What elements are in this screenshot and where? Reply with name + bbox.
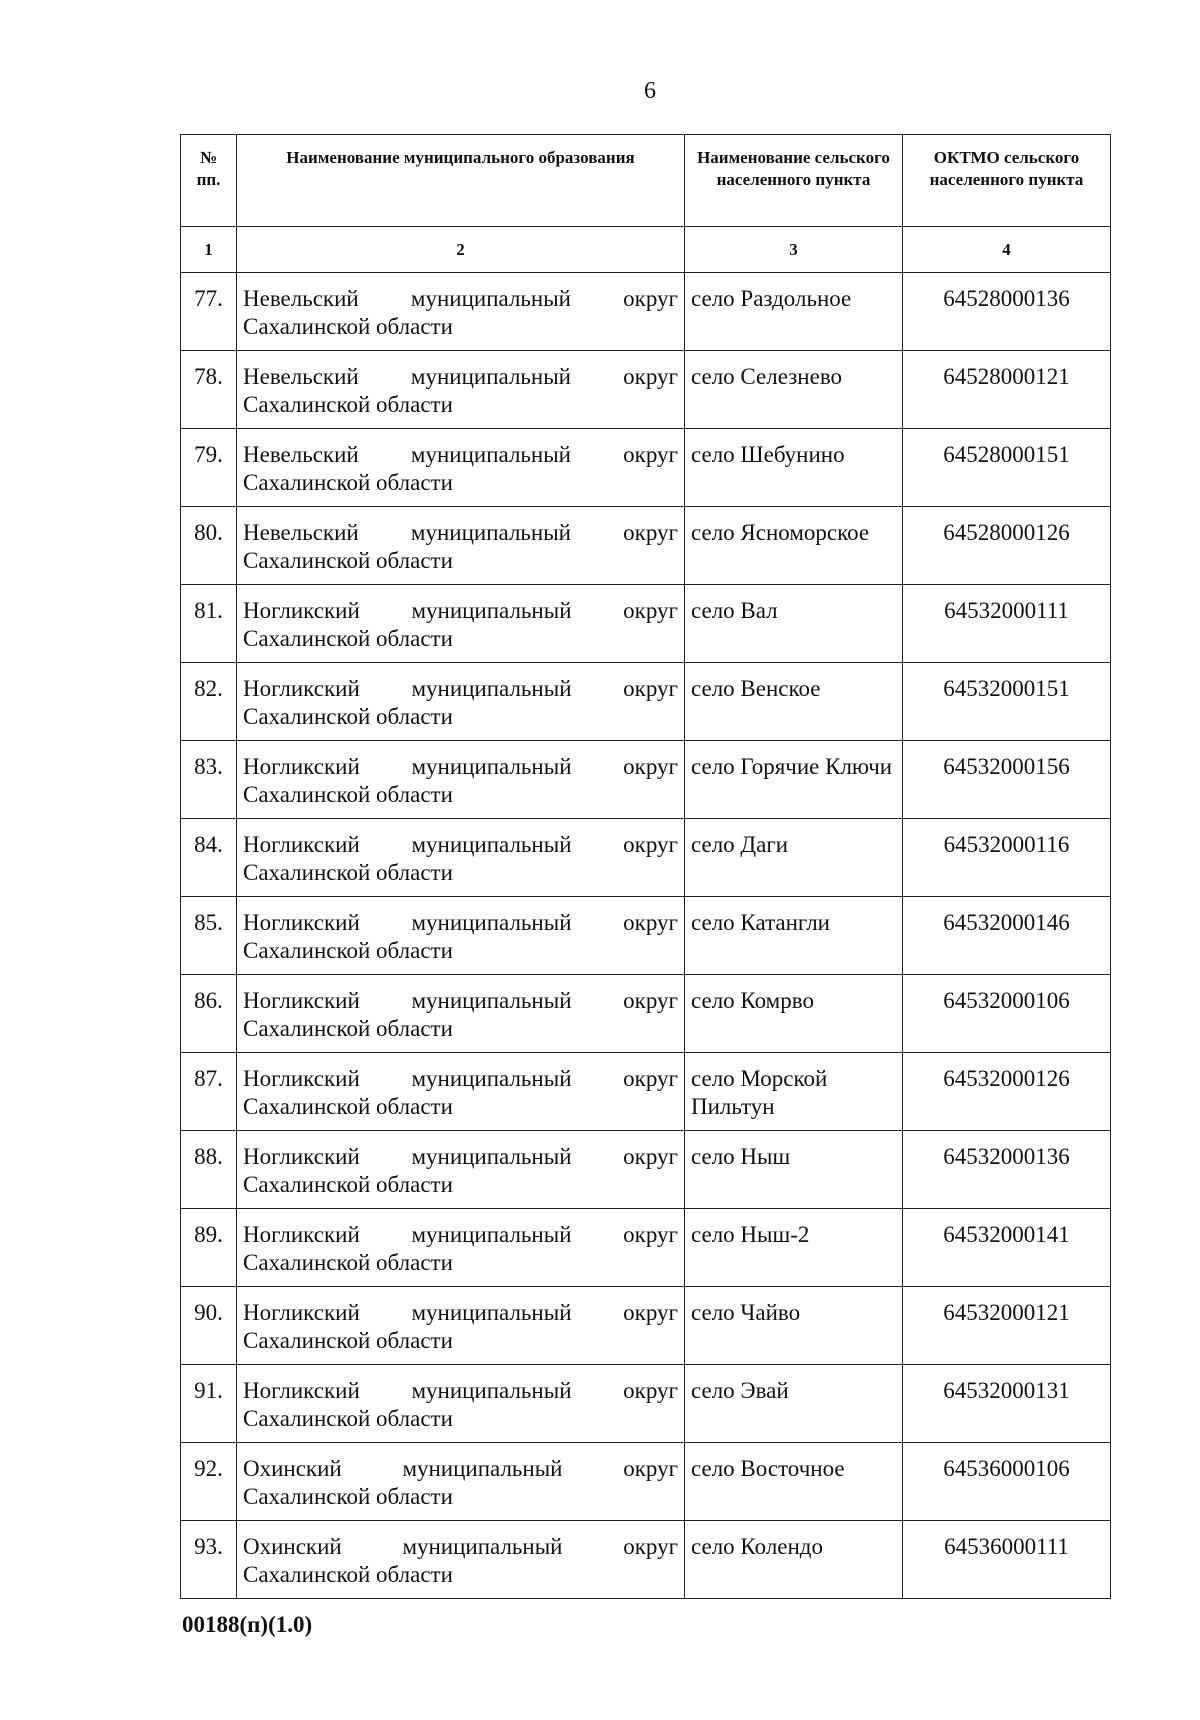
settlement-cell: село Ныш-2 (685, 1209, 903, 1287)
settlement-cell: село Даги (685, 819, 903, 897)
table-row (181, 429, 1111, 507)
settlement-cell: село Венское (685, 663, 903, 741)
column-number-4: 4 (903, 227, 1111, 273)
table-row (181, 273, 1111, 351)
page-number: 6 (644, 78, 656, 104)
settlement-cell: село Морской Пильтун (685, 1053, 903, 1131)
settlement-cell: село Чайво (685, 1287, 903, 1365)
oktmo-cell: 64532000111 (903, 585, 1111, 663)
municipality-cell: Ногликский муниципальный округ Сахалинской области (237, 819, 685, 897)
oktmo-cell: 64528000126 (903, 507, 1111, 585)
table-row (181, 1131, 1111, 1209)
oktmo-cell: 64532000116 (903, 819, 1111, 897)
municipality-cell: Невельский муниципальный округ Сахалинской области (237, 273, 685, 351)
column-number-3: 3 (685, 227, 903, 273)
row-number-cell: 93. (181, 1521, 237, 1599)
header-oktmo: ОКТМО сельского населенного пункта (903, 135, 1111, 227)
oktmo-cell: 64532000126 (903, 1053, 1111, 1131)
header-settlement: Наименование сельского населенного пункта (685, 135, 903, 227)
table-row (181, 1287, 1111, 1365)
table-row (181, 663, 1111, 741)
settlement-cell: село Комрво (685, 975, 903, 1053)
settlement-cell: село Ясноморское (685, 507, 903, 585)
settlements-table (180, 134, 1111, 1599)
municipality-cell: Ногликский муниципальный округ Сахалинской области (237, 1053, 685, 1131)
row-number-cell: 83. (181, 741, 237, 819)
settlement-cell: село Катангли (685, 897, 903, 975)
oktmo-cell: 64536000106 (903, 1443, 1111, 1521)
table-row (181, 741, 1111, 819)
table-row (181, 1365, 1111, 1443)
municipality-cell: Невельский муниципальный округ Сахалинской области (237, 429, 685, 507)
municipality-cell: Невельский муниципальный округ Сахалинской области (237, 507, 685, 585)
row-number-cell: 89. (181, 1209, 237, 1287)
table-row (181, 585, 1111, 663)
row-number-cell: 92. (181, 1443, 237, 1521)
settlement-cell: село Шебунино (685, 429, 903, 507)
settlement-cell: село Ныш (685, 1131, 903, 1209)
row-number-cell: 86. (181, 975, 237, 1053)
oktmo-cell: 64528000151 (903, 429, 1111, 507)
row-number-cell: 77. (181, 273, 237, 351)
table-row (181, 975, 1111, 1053)
row-number-cell: 91. (181, 1365, 237, 1443)
municipality-cell: Охинский муниципальный округ Сахалинской области (237, 1521, 685, 1599)
oktmo-cell: 64532000156 (903, 741, 1111, 819)
municipality-cell: Невельский муниципальный округ Сахалинской области (237, 351, 685, 429)
row-number-cell: 79. (181, 429, 237, 507)
municipality-cell: Ногликский муниципальный округ Сахалинской области (237, 1287, 685, 1365)
municipality-cell: Ногликский муниципальный округ Сахалинской области (237, 741, 685, 819)
document-code: 00188(п)(1.0) (182, 1612, 313, 1637)
oktmo-cell: 64532000151 (903, 663, 1111, 741)
municipality-cell: Ногликский муниципальный округ Сахалинской области (237, 585, 685, 663)
settlement-cell: село Восточное (685, 1443, 903, 1521)
row-number-cell: 88. (181, 1131, 237, 1209)
oktmo-cell: 64532000106 (903, 975, 1111, 1053)
oktmo-cell: 64536000111 (903, 1521, 1111, 1599)
municipality-cell: Охинский муниципальный округ Сахалинской области (237, 1443, 685, 1521)
row-number-cell: 81. (181, 585, 237, 663)
municipality-cell: Ногликский муниципальный округ Сахалинской области (237, 1365, 685, 1443)
settlement-cell: село Селезнево (685, 351, 903, 429)
table-body (181, 273, 1111, 1599)
table-row (181, 507, 1111, 585)
municipality-cell: Ногликский муниципальный округ Сахалинской области (237, 897, 685, 975)
header-row-number: № пп. (181, 135, 237, 227)
table-row (181, 1209, 1111, 1287)
row-number-cell: 84. (181, 819, 237, 897)
table-row (181, 1053, 1111, 1131)
settlement-cell: село Вал (685, 585, 903, 663)
column-number-row (181, 227, 1111, 273)
oktmo-cell: 64532000146 (903, 897, 1111, 975)
table-row (181, 897, 1111, 975)
settlement-cell: село Колендо (685, 1521, 903, 1599)
oktmo-cell: 64532000136 (903, 1131, 1111, 1209)
row-number-cell: 87. (181, 1053, 237, 1131)
oktmo-cell: 64532000141 (903, 1209, 1111, 1287)
municipality-cell: Ногликский муниципальный округ Сахалинской области (237, 1209, 685, 1287)
settlement-cell: село Эвай (685, 1365, 903, 1443)
settlement-cell: село Горячие Ключи (685, 741, 903, 819)
settlement-cell: село Раздольное (685, 273, 903, 351)
table-row (181, 1443, 1111, 1521)
row-number-cell: 78. (181, 351, 237, 429)
column-number-1: 1 (181, 227, 237, 273)
row-number-cell: 80. (181, 507, 237, 585)
municipality-cell: Ногликский муниципальный округ Сахалинской области (237, 663, 685, 741)
oktmo-cell: 64532000131 (903, 1365, 1111, 1443)
table-header-row (181, 135, 1111, 227)
header-municipality: Наименование муниципального образования (237, 135, 685, 227)
row-number-cell: 82. (181, 663, 237, 741)
oktmo-cell: 64528000121 (903, 351, 1111, 429)
settlements-table-wrap (180, 134, 1111, 1599)
row-number-cell: 85. (181, 897, 237, 975)
table-row (181, 351, 1111, 429)
oktmo-cell: 64532000121 (903, 1287, 1111, 1365)
table-row (181, 819, 1111, 897)
municipality-cell: Ногликский муниципальный округ Сахалинской области (237, 975, 685, 1053)
row-number-cell: 90. (181, 1287, 237, 1365)
municipality-cell: Ногликский муниципальный округ Сахалинской области (237, 1131, 685, 1209)
table-row (181, 1521, 1111, 1599)
column-number-2: 2 (237, 227, 685, 273)
oktmo-cell: 64528000136 (903, 273, 1111, 351)
